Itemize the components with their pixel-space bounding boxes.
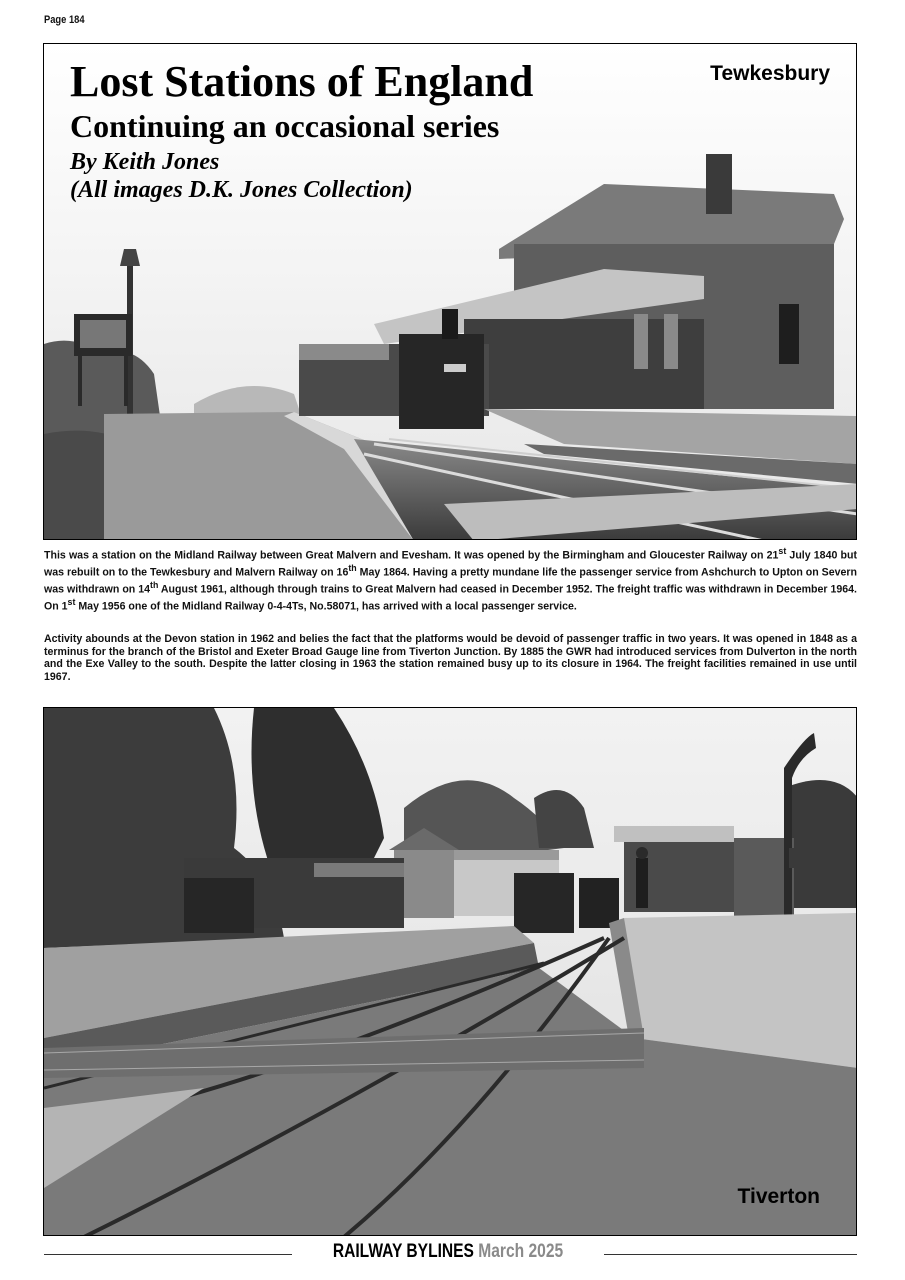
article-subtitle: Continuing an occasional series [70, 108, 500, 144]
image-credit: (All images D.K. Jones Collection) [70, 177, 413, 203]
caption-tewkesbury: This was a station on the Midland Railway between Great Malvern and Evesham. It was opened by the Birmingham and Gloucester Railway on 21st July 1840 but was rebuilt on to the Tewkesbury and Malvern Railway on 16th May 1864. Having a pretty mundane life the passenger service from Ashchurch to Upton on Severn was withdrawn on 14th August 1961, although through trains to Great Malvern had ceased in December 1952. The freight traffic was withdrawn in December 1964. On 1st May 1956 one of the Midland Railway 0-4-4Ts, No.58071, has arrived with a local passenger service. [44, 546, 857, 613]
page-number: Page 184 [44, 14, 85, 26]
footer-masthead [327, 1241, 570, 1263]
footer-issue: March 2025 [478, 1241, 564, 1262]
photo-tiverton [43, 707, 857, 1236]
article-title: Lost Stations of England [70, 57, 534, 106]
footer-rule-left [44, 1254, 292, 1255]
station-label-tiverton: Tiverton [737, 1185, 820, 1208]
footer-rule-right [604, 1254, 857, 1255]
photo-tewkesbury [43, 43, 857, 540]
article-byline: By Keith Jones [70, 149, 220, 175]
station-label-tewkesbury: Tewkesbury [710, 62, 830, 85]
caption-tiverton: Activity abounds at the Devon station in 1962 and belies the fact that the platforms would be devoid of passenger traffic in two years. It was opened in 1848 as a terminus for the branch of the Bristol and Exeter Broad Gauge line from Tiverton Junction. By 1885 the GWR had introduced services from Dulverton in the north and the Exe Valley to the south. Despite the latter closing in 1963 the station remained busy up to its closure in 1964. The freight facilities remained in use until 1967. [44, 633, 857, 683]
footer-magazine-name: RAILWAY BYLINES [332, 1241, 474, 1262]
tiverton-photo-illustration [44, 708, 857, 1236]
